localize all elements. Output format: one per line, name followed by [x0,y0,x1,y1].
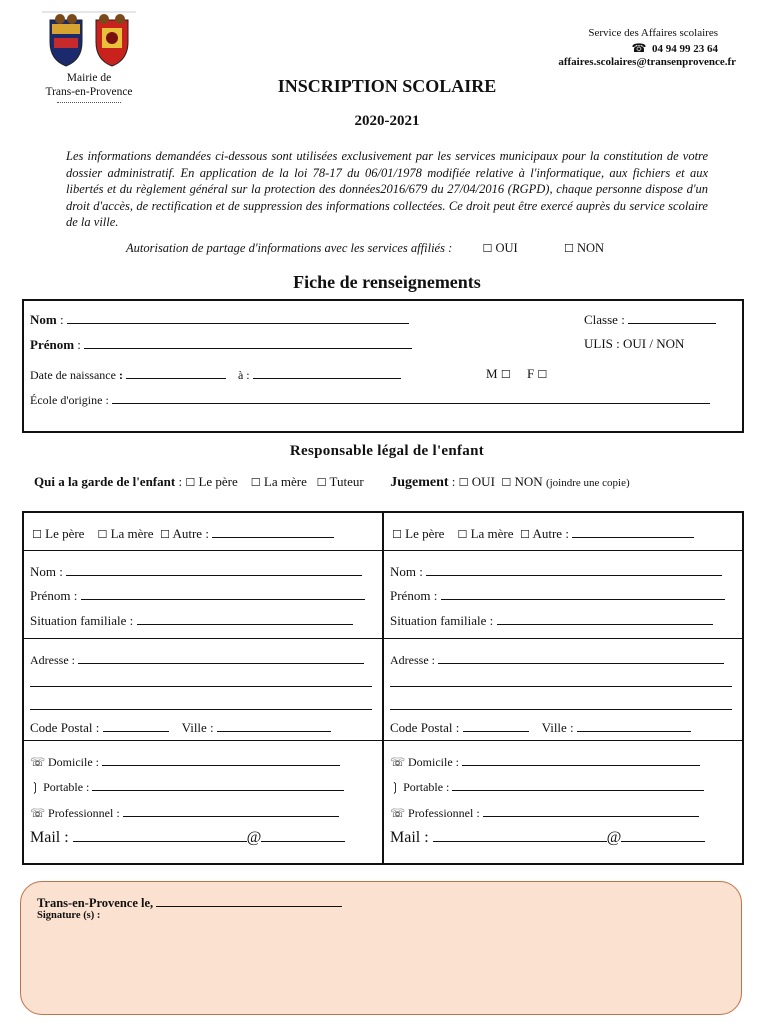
ulis-label[interactable]: ULIS : OUI / NON [584,336,685,351]
page-title: INSCRIPTION SCOLAIRE [277,76,497,96]
parent-1-portable-field[interactable] [92,778,344,791]
parent-2-portable-row [390,778,704,795]
parent-2-pere-checkbox[interactable]: ☐ [392,528,402,541]
service-name: Service des Affaires scolaires [588,27,718,39]
parent-2-adresse-field[interactable] [438,651,724,664]
office-phone-icon: ☏ [390,806,406,820]
naissance-label: Date de naissance [30,368,116,382]
parent-2-domicile-field[interactable] [462,753,700,766]
phone-icon: ☏ [30,755,46,769]
parent-2-prenom-label: Prénom : [390,588,438,603]
coat-of-arms-icon [40,8,138,72]
parent-2-situation-field[interactable] [497,612,713,625]
parent-2-adresse-line-2[interactable] [390,674,732,687]
parent-1-domicile-row [30,753,340,770]
parent-1-ville-label: Ville : [181,720,214,735]
parent-1-pro-field[interactable] [123,804,339,817]
parent-1-role-row [24,513,382,551]
parent-2-cp-label: Code Postal : [390,720,460,735]
garde-tuteur-label: Tuteur [329,474,364,489]
prenom-field[interactable] [84,336,412,349]
service-email[interactable]: affaires.scolaires@transenprovence.fr [558,56,736,68]
parent-1-adresse-line-3[interactable] [30,697,372,710]
parent-2-domicile-label: Domicile : [408,755,460,769]
nom-row: Nom : [30,311,409,328]
autorisation-non-checkbox[interactable]: ☐ [563,242,574,255]
parent-1-adresse-label: Adresse : [30,653,75,667]
parent-2-address [384,639,742,741]
parent-2-portable-label: Portable : [403,780,450,794]
divider [57,102,121,103]
parent-1-cp-row [30,719,331,736]
autorisation-row [126,241,604,256]
parent-1-cp-field[interactable] [103,719,169,732]
garde-mere-checkbox[interactable]: ☐ [250,476,261,489]
parent-1-mail-row [30,827,345,847]
ecole-row [30,391,710,408]
school-year: 2020-2021 [354,113,420,129]
prenom-label: Prénom [30,337,75,352]
parent-2-portable-field[interactable] [452,778,704,791]
parent-2-mail-at: @ [606,829,622,846]
sexe-m-label: M [486,366,498,381]
signature-box[interactable] [20,881,742,1015]
classe-label: Classe : [584,312,625,327]
garde-mere-label: La mère [263,474,307,489]
office-phone-icon: ☏ [30,806,46,820]
phone-icon: ☎ [631,41,647,55]
autorisation-non-label: NON [576,241,605,255]
parent-2-situation-row [390,612,713,629]
parent-2-mail-label: Mail : [390,829,429,846]
garde-tuteur-checkbox[interactable]: ☐ [316,476,327,489]
parent-1-mail-at: @ [246,829,262,846]
parent-1-cp-label: Code Postal : [30,720,100,735]
sexe-f-label: F [526,366,535,381]
jugement-non-checkbox[interactable]: ☐ [501,476,512,489]
parent-2-nom-row [390,563,722,580]
parent-2-column [384,513,742,863]
parent-2-mere-label: La mère [470,526,514,541]
parent-2-pro-label: Professionnel : [408,806,480,820]
naissance-field[interactable] [126,366,226,379]
parent-1-autre-field[interactable] [212,525,334,538]
parent-2-adresse-label: Adresse : [390,653,435,667]
mobile-phone-icon: ❳ [390,780,401,794]
intro-text: Les informations demandées ci-dessous sont utilisées exclusivement par les services municipaux pour la constitution de votre dossier administratif. En application de la loi 78-17 du 06/01/1978 modifiée relative à l'informatique, aux fichiers et aux libertés et du règlement général sur la protection des données2016/679 du 27/04/2016 (RGPD), chaque personne dispose d'un droit d'accès, de rectification et de suppression des informations collectées. Ce droit peut être exercé auprès du service scolaire de la ville. [66,149,708,229]
service-phone: ☎ 04 94 99 23 64 [631,41,718,55]
parent-1-role [32,525,334,542]
parent-1-column [24,513,382,863]
classe-row [584,311,716,328]
ecole-field[interactable] [112,391,710,404]
lieu-label: à : [237,368,250,382]
parent-2-pro-field[interactable] [483,804,699,817]
classe-field[interactable] [628,311,716,324]
parents-table [22,511,744,865]
joindre-note: (joindre une copie) [545,477,630,489]
autorisation-oui-label: OUI [495,241,518,255]
parent-2-prenom-row [390,587,725,604]
parent-1-mail-label: Mail : [30,829,69,846]
parent-2-domicile-row [390,753,700,770]
mairie-label: Mairie de Trans-en-Provence [30,71,148,103]
signature-label: Signature (s) : [37,910,101,921]
parent-2-nom-label: Nom : [390,564,423,579]
garde-pere-label: Le père [198,474,238,489]
parent-2-adresse-line-3[interactable] [390,697,732,710]
nom-field[interactable] [67,311,409,324]
parent-2-cp-row [390,719,691,736]
parent-1-identity [24,551,382,639]
parent-1-adresse-field[interactable] [78,651,364,664]
autorisation-oui-checkbox[interactable]: ☐ [482,242,493,255]
parent-1-nom-row [30,563,362,580]
parent-1-mere-label: La mère [110,526,154,541]
parent-1-autre-checkbox[interactable]: ☐ [160,528,170,541]
garde-pere-checkbox[interactable]: ☐ [185,476,196,489]
lieu-field[interactable] [253,366,401,379]
logo [40,8,138,72]
parent-1-autre-label: Autre : [172,526,209,541]
parent-2-pere-label: Le père [405,526,445,541]
parent-1-nom-label: Nom : [30,564,63,579]
parent-2-situation-label: Situation familiale : [390,613,494,628]
signature-place-row [37,894,342,911]
parent-1-mere-checkbox[interactable]: ☐ [97,528,108,541]
garde-row: Qui a la garde de l'enfant : ☐ Le père ☐ La mère ☐ Tuteur Jugement : ☐ OUI ☐ NON (joindre une copie) [34,474,630,490]
responsable-heading: Responsable légal de l'enfant [289,443,485,459]
parent-1-pere-checkbox[interactable]: ☐ [32,528,42,541]
phone-icon: ☏ [390,755,406,769]
parent-2-role-row [384,513,742,551]
signature-date-field[interactable] [156,894,342,907]
parent-1-prenom-label: Prénom : [30,588,78,603]
parent-1-ville-field[interactable] [217,719,331,732]
parent-2-autre-checkbox[interactable]: ☐ [520,528,530,541]
jugement-label: Jugement [390,475,449,490]
parent-2-pro-row [390,804,699,821]
parent-2-ville-field[interactable] [577,719,691,732]
parent-2-mere-checkbox[interactable]: ☐ [457,528,468,541]
parent-1-pro-row [30,804,339,821]
autorisation-label: Autorisation de partage d'informations avec les services affiliés : [126,241,453,255]
parent-1-prenom-field[interactable] [81,587,365,600]
parent-1-mail-domain-field[interactable] [261,827,345,842]
parent-2-contact [384,741,742,863]
ecole-label: École d'origine : [30,393,109,407]
sexe-row [486,366,547,382]
parent-2-prenom-field[interactable] [441,587,725,600]
parent-2-cp-field[interactable] [463,719,529,732]
parent-2-nom-field[interactable] [426,563,722,576]
jugement-oui-label: OUI [471,474,495,489]
parent-1-pro-label: Professionnel : [48,806,120,820]
jugement-oui-checkbox[interactable]: ☐ [458,476,469,489]
parent-1-situation-row [30,612,353,629]
parent-1-situation-label: Situation familiale : [30,613,134,628]
parent-2-adresse-row [390,651,724,668]
parent-1-pere-label: Le père [45,526,85,541]
parent-1-portable-label: Portable : [43,780,90,794]
parent-1-mail-user-field[interactable] [73,827,247,842]
parent-1-domicile-field[interactable] [102,753,340,766]
parent-1-domicile-label: Domicile : [48,755,100,769]
parent-2-role [392,525,694,542]
parent-1-contact [24,741,382,863]
mobile-phone-icon: ❳ [30,780,41,794]
sexe-f-checkbox[interactable]: ☐ [537,368,548,381]
parent-2-mail-row [390,827,705,847]
parent-1-situation-field[interactable] [137,612,353,625]
parent-2-autre-label: Autre : [532,526,569,541]
parent-1-prenom-row [30,587,365,604]
jugement-non-label: NON [514,474,543,489]
parent-1-nom-field[interactable] [66,563,362,576]
fiche-box [22,299,744,433]
parent-1-adresse-line-2[interactable] [30,674,372,687]
service-block [500,26,718,57]
parent-1-portable-row [30,778,344,795]
parent-2-ville-label: Ville : [541,720,574,735]
parent-2-identity [384,551,742,639]
parent-2-mail-domain-field[interactable] [621,827,705,842]
parent-1-address [24,639,382,741]
nom-label: Nom [30,312,57,327]
garde-label: Qui a la garde de l'enfant [34,474,176,489]
naissance-row: Date de naissance : à : [30,366,401,383]
signature-place-label: Trans-en-Provence le, [37,896,154,910]
parent-2-autre-field[interactable] [572,525,694,538]
sexe-m-checkbox[interactable]: ☐ [500,368,511,381]
parent-1-adresse-row [30,651,364,668]
parent-2-mail-user-field[interactable] [433,827,607,842]
prenom-row: Prénom : [30,336,412,353]
fiche-heading: Fiche de renseignements [293,272,481,292]
